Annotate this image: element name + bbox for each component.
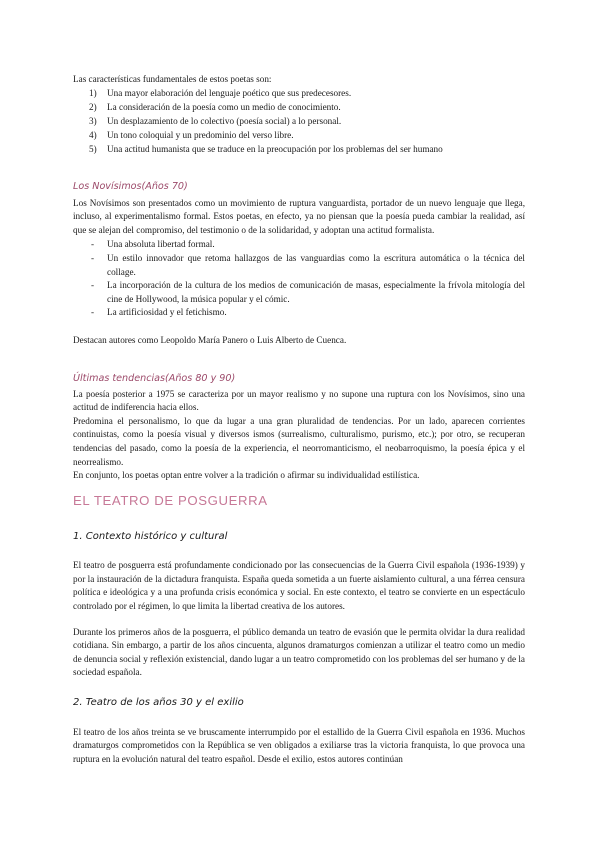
list-item: 3) Un desplazamiento de lo colectivo (poesía social) a lo personal. xyxy=(89,116,342,126)
list-item: 5) Una actitud humanista que se traduce en la preocupación por los problemas del ser humano xyxy=(89,144,443,154)
list-item: - La incorporación de la cultura de los medios de comunicación de masas, especialmente la frívola mitología del cine de Hollywood, la música popular y el cómic. xyxy=(91,280,525,304)
teatro-title: EL TEATRO DE POSGUERRA xyxy=(73,493,268,508)
novisimos-heading: Los Novísimos(Años 70) xyxy=(73,181,188,192)
list-item: 1) Una mayor elaboración del lenguaje poético que sus predecesores. xyxy=(89,88,352,98)
novisimos-section xyxy=(73,180,525,348)
ultimas-paragraph-3: En conjunto, los poetas optan entre volver a la tradición o afirmar su individualidad estilística. xyxy=(73,470,420,481)
list-item: 2) La consideración de la poesía como un medio de conocimiento. xyxy=(89,102,341,112)
teatro-section-1-paragraph-1: El teatro de posguerra está profundamente condicionado por las consecuencias de la Guerra Civil española (1936-1939) y por la instauración de la dictadura franquista. España queda sometida a un fuerte aislamiento cultural, a una férrea censura política e ideológica y a una profunda crisis económica y social. En este contexto, el teatro se convierte en un espectáculo controlado por el régimen, lo que limita la libertad creativa de los autores. xyxy=(73,560,525,611)
teatro-section-1-heading: 1. Contexto histórico y cultural xyxy=(73,530,228,542)
intro-text: Las características fundamentales de estos poetas son: xyxy=(73,74,272,84)
ultimas-heading: Últimas tendencias(Años 80 y 90) xyxy=(73,373,236,384)
characteristics-list xyxy=(73,86,525,156)
teatro-section-1-paragraph-2: Durante los primeros años de la posguerra, el público demanda un teatro de evasión que le permita olvidar la dura realidad cotidiana. Sin embargo, a partir de los años cincuenta, algunos dramaturgos comienzan a utilizar el teatro como un medio de denuncia social y reflexión existencial, dando lugar a un teatro comprometido con los problemas del ser humano y de la sociedad española. xyxy=(73,626,525,678)
teatro-section-2-paragraph-1: El teatro de los años treinta se ve bruscamente interrumpido por el estallido de la Guerra Civil española en 1936. Muchos dramaturgos comprometidos con la República se ven obligados a exiliarse tras la victoria franquista, lo que provoca una ruptura en la evolución natural del teatro español. Desde el exilio, estos autores continúan xyxy=(73,726,525,764)
intro-section xyxy=(73,72,525,156)
novisimos-paragraph: Los Novísimos son presentados como un movimiento de ruptura vanguardista, portador de un nuevo lenguaje que llega, incluso, al experimentalismo formal. Estos poetas, en efecto, ya no piensan que la poesía pueda cambiar la realidad, así que se alejan del compromiso, del testimonio o de la solidaridad, y adoptan una actitud formalista. xyxy=(73,197,525,235)
teatro-section-2-heading: 2. Teatro de los años 30 y el exilio xyxy=(73,696,244,708)
teatro-section xyxy=(73,494,525,766)
ultimas-section xyxy=(73,372,525,483)
novisimos-authors: Destacan autores como Leopoldo María Panero o Luis Alberto de Cuenca. xyxy=(73,334,347,345)
list-item: - Un estilo innovador que retoma hallazgos de las vanguardias como la escritura automática o la técnica del collage. xyxy=(91,252,525,277)
ultimas-paragraph-2: Predomina el personalismo, lo que da lugar a una gran pluralidad de tendencias. Por un lado, aparecen corrientes continuistas, como la poesía visual y diversos ismos (surrealismo, culturalismo, purismo, etc.); por otro, se recuperan tendencias del pasado, como la poesía de la experiencia, el neorromanticismo, el neobarroquismo, la poesía épica y el neorrealismo. xyxy=(73,415,525,467)
ultimas-paragraph-1: La poesía posterior a 1975 se caracteriza por un mayor realismo y no supone una ruptura con los Novísimos, sino una actitud de indiferencia hacia ellos. xyxy=(73,388,525,413)
novisimos-bullets xyxy=(73,238,525,320)
list-item: - La artificiosidad y el fetichismo. xyxy=(91,307,227,318)
list-item: - Una absoluta libertad formal. xyxy=(91,239,215,250)
list-item: 4) Un tono coloquial y un predominio del verso libre. xyxy=(89,130,294,140)
